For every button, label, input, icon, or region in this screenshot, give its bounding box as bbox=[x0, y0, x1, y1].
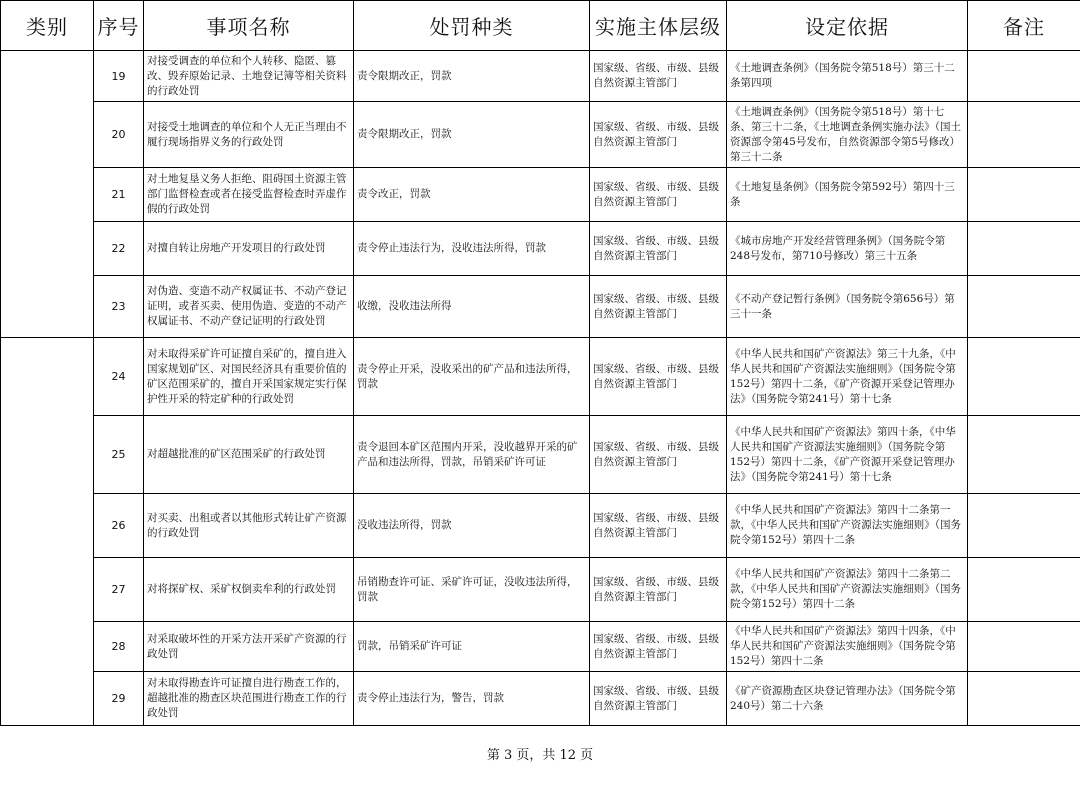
row-no: 27 bbox=[94, 558, 144, 622]
row-basis: 《中华人民共和国矿产资源法》第四十四条，《中华人民共和国矿产资源法实施细则》（国务院令第152号）第四十二条 bbox=[727, 622, 968, 672]
row-no: 21 bbox=[94, 168, 144, 222]
row-basis: 《中华人民共和国矿产资源法》第四十二条第二款，《中华人民共和国矿产资源法实施细则》（国务院令第152号）第四十二条 bbox=[727, 558, 968, 622]
row-punish: 责令改正，罚款 bbox=[354, 168, 590, 222]
row-punish: 没收违法所得，罚款 bbox=[354, 494, 590, 558]
row-level: 国家级、省级、市级、县级自然资源主管部门 bbox=[590, 276, 727, 338]
row-level: 国家级、省级、市级、县级自然资源主管部门 bbox=[590, 102, 727, 168]
row-basis: 《中华人民共和国矿产资源法》第三十九条，《中华人民共和国矿产资源法实施细则》（国务院令第152号）第四十二条，《矿产资源开采登记管理办法》（国务院令第241号）第十七条 bbox=[727, 338, 968, 416]
row-item: 对买卖、出租或者以其他形式转让矿产资源的行政处罚 bbox=[144, 494, 354, 558]
row-no: 22 bbox=[94, 222, 144, 276]
row-punish: 罚款，吊销采矿许可证 bbox=[354, 622, 590, 672]
table-row bbox=[1, 494, 1080, 558]
row-item: 对超越批准的矿区范围采矿的行政处罚 bbox=[144, 416, 354, 494]
row-no: 25 bbox=[94, 416, 144, 494]
row-basis: 《城市房地产开发经营管理条例》（国务院令第248号发布，第710号修改）第三十五条 bbox=[727, 222, 968, 276]
table-row bbox=[1, 416, 1080, 494]
row-level: 国家级、省级、市级、县级自然资源主管部门 bbox=[590, 416, 727, 494]
row-no: 26 bbox=[94, 494, 144, 558]
table-row bbox=[1, 168, 1080, 222]
table-row bbox=[1, 672, 1080, 726]
row-punish: 责令限期改正，罚款 bbox=[354, 51, 590, 102]
header-punish: 处罚种类 bbox=[354, 1, 590, 51]
header-row bbox=[1, 1, 1080, 51]
row-punish: 责令停止违法行为，警告，罚款 bbox=[354, 672, 590, 726]
row-level: 国家级、省级、市级、县级自然资源主管部门 bbox=[590, 558, 727, 622]
row-remark bbox=[968, 558, 1080, 622]
row-level: 国家级、省级、市级、县级自然资源主管部门 bbox=[590, 222, 727, 276]
table-row bbox=[1, 558, 1080, 622]
row-no: 20 bbox=[94, 102, 144, 168]
row-remark bbox=[968, 494, 1080, 558]
row-no: 19 bbox=[94, 51, 144, 102]
row-punish: 吊销勘查许可证、采矿许可证，没收违法所得，罚款 bbox=[354, 558, 590, 622]
row-punish: 责令限期改正，罚款 bbox=[354, 102, 590, 168]
row-item: 对土地复垦义务人拒绝、阻碍国土资源主管部门监督检查或者在接受监督检查时弄虚作假的行政处罚 bbox=[144, 168, 354, 222]
row-item: 对将探矿权、采矿权倒卖牟利的行政处罚 bbox=[144, 558, 354, 622]
row-punish: 责令停止开采，没收采出的矿产品和违法所得，罚款 bbox=[354, 338, 590, 416]
row-level: 国家级、省级、市级、县级自然资源主管部门 bbox=[590, 494, 727, 558]
category-cell bbox=[1, 338, 94, 726]
row-remark bbox=[968, 222, 1080, 276]
row-basis: 《中华人民共和国矿产资源法》第四十条，《中华人民共和国矿产资源法实施细则》（国务院令第152号）第四十二条，《矿产资源开采登记管理办法》（国务院令第241号）第十七条 bbox=[727, 416, 968, 494]
row-item: 对未取得采矿许可证擅自采矿的，擅自进入国家规划矿区、对国民经济具有重要价值的矿区范围采矿的，擅自开采国家规定实行保护性开采的特定矿种的行政处罚 bbox=[144, 338, 354, 416]
row-remark bbox=[968, 416, 1080, 494]
row-level: 国家级、省级、市级、县级自然资源主管部门 bbox=[590, 622, 727, 672]
row-basis: 《土地调查条例》（国务院令第518号）第三十二条第四项 bbox=[727, 51, 968, 102]
row-punish: 责令退回本矿区范围内开采，没收越界开采的矿产品和违法所得，罚款，吊销采矿许可证 bbox=[354, 416, 590, 494]
row-punish: 收缴，没收违法所得 bbox=[354, 276, 590, 338]
row-basis: 《土地调查条例》（国务院令第518号）第十七条、第三十二条，《土地调查条例实施办法》（国土资源部令第45号发布，自然资源部令第5号修改）第三十二条 bbox=[727, 102, 968, 168]
table-row bbox=[1, 51, 1080, 102]
header-basis: 设定依据 bbox=[727, 1, 968, 51]
row-no: 29 bbox=[94, 672, 144, 726]
row-remark bbox=[968, 276, 1080, 338]
row-basis: 《土地复垦条例》（国务院令第592号）第四十三条 bbox=[727, 168, 968, 222]
header-item: 事项名称 bbox=[144, 1, 354, 51]
row-remark bbox=[968, 168, 1080, 222]
header-category: 类别 bbox=[1, 1, 94, 51]
row-level: 国家级、省级、市级、县级自然资源主管部门 bbox=[590, 672, 727, 726]
row-remark bbox=[968, 51, 1080, 102]
row-basis: 《矿产资源勘查区块登记管理办法》（国务院令第240号）第二十六条 bbox=[727, 672, 968, 726]
row-remark bbox=[968, 622, 1080, 672]
page-footer: 第 3 页，共 12 页 bbox=[486, 748, 594, 763]
row-punish: 责令停止违法行为，没收违法所得，罚款 bbox=[354, 222, 590, 276]
table-row bbox=[1, 222, 1080, 276]
row-item: 对接受土地调查的单位和个人无正当理由不履行现场指界义务的行政处罚 bbox=[144, 102, 354, 168]
table-row bbox=[1, 622, 1080, 672]
table-row bbox=[1, 276, 1080, 338]
header-remark: 备注 bbox=[968, 1, 1080, 51]
row-no: 24 bbox=[94, 338, 144, 416]
row-level: 国家级、省级、市级、县级自然资源主管部门 bbox=[590, 338, 727, 416]
row-level: 国家级、省级、市级、县级自然资源主管部门 bbox=[590, 51, 727, 102]
row-item: 对擅自转让房地产开发项目的行政处罚 bbox=[144, 222, 354, 276]
row-remark bbox=[968, 338, 1080, 416]
table-row bbox=[1, 102, 1080, 168]
row-basis: 《中华人民共和国矿产资源法》第四十二条第一款，《中华人民共和国矿产资源法实施细则》（国务院令第152号）第四十二条 bbox=[727, 494, 968, 558]
category-cell bbox=[1, 51, 94, 338]
row-level: 国家级、省级、市级、县级自然资源主管部门 bbox=[590, 168, 727, 222]
header-level: 实施主体层级 bbox=[590, 1, 727, 51]
row-item: 对未取得勘查许可证擅自进行勘查工作的，超越批准的勘查区块范围进行勘查工作的行政处罚 bbox=[144, 672, 354, 726]
row-basis: 《不动产登记暂行条例》（国务院令第656号）第三十一条 bbox=[727, 276, 968, 338]
row-item: 对接受调查的单位和个人转移、隐匿、篡改、毁弃原始记录、土地登记簿等相关资料的行政处罚 bbox=[144, 51, 354, 102]
row-remark bbox=[968, 102, 1080, 168]
table-row bbox=[1, 338, 1080, 416]
row-item: 对采取破坏性的开采方法开采矿产资源的行政处罚 bbox=[144, 622, 354, 672]
row-remark bbox=[968, 672, 1080, 726]
row-no: 28 bbox=[94, 622, 144, 672]
row-no: 23 bbox=[94, 276, 144, 338]
header-no: 序号 bbox=[94, 1, 144, 51]
row-item: 对伪造、变造不动产权属证书、不动产登记证明，或者买卖、使用伪造、变造的不动产权属证书、不动产登记证明的行政处罚 bbox=[144, 276, 354, 338]
